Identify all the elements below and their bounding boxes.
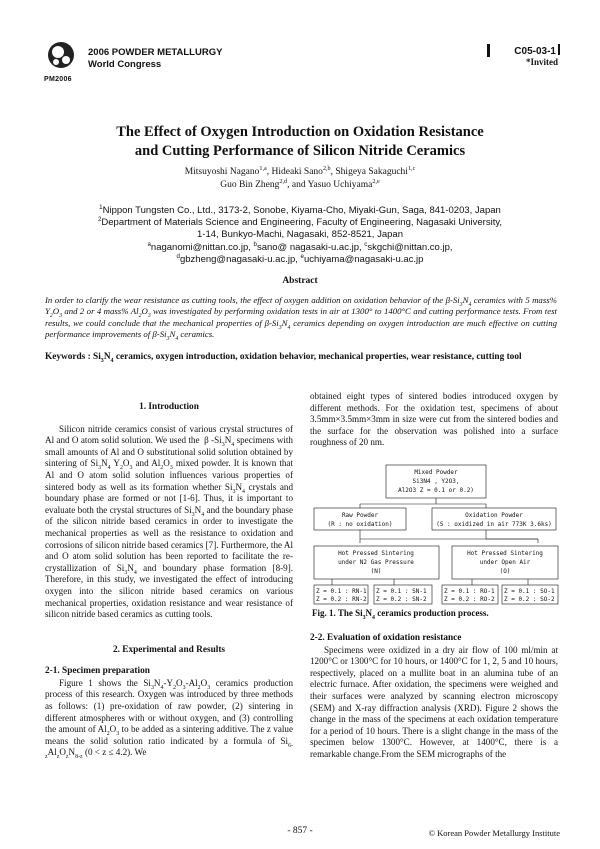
keywords-label: Keywords :	[45, 352, 91, 362]
abstract-heading: Abstract	[282, 276, 318, 286]
abstract-text: In order to clarify the wear resistance as cutting tools, the effect of oxygen addition on oxidation behavior of the $\beta-Si_3N_4$ ceramics with 5 mass% $Y_2O_3$ and 2 or 4 mass% $Al_2O_3$ was investigated by performing oxidation tests in air at 1300° to 1400°C and cutting performance tests. From test results, we could conclude that the mechanical properties of $\beta-Si_3N_4$ ceramics depending on oxygen introduction are much effective on cutting performance improvements of $\beta-Si_3N_4$ ceramics.	[45, 295, 558, 342]
affiliations: $^1$Nippon Tungsten Co., Ltd., 3173-2, Sonobe, Kiyama-Cho, Miyaki-Gun, Saga, 841-0203, Japan $^2$Department of Materials Science and Engineering, Faculty of Engineering, Nagasaki University, 1-14, Bunkyo-Machi, Nagasaki, 852-8521, Japan $^a$naganomi@nittan.co.jp, $^b$sano@ nagasaki-u.ac.jp, $^c$skgchi@nittan.co.jp, $^d$gbzheng@nagasaki-u.ac.jp, $^e$uchiyama@nagasaki-u.ac.jp	[60, 205, 540, 266]
author-emails-line2: $^d$gbzheng@nagasaki-u.ac.jp, $^e$uchiyama@nagasaki-u.ac.jp	[176, 252, 424, 265]
hp-n-line2: under N2 Gas Pressure	[338, 559, 414, 566]
raw-line1: Raw Powder	[341, 512, 379, 519]
ox-line2: (S : oxidized in air 773K 3.6ks)	[436, 521, 552, 528]
right-column-bottom	[310, 633, 558, 761]
rn2: Z = 0.2 : RN-2	[316, 596, 367, 603]
mixed-line1: Mixed Powder	[414, 469, 458, 476]
intro-heading: 1. Introduction	[139, 402, 199, 412]
title-line1: The Effect of Oxygen Introduction on Oxidation Resistance	[116, 124, 484, 140]
author-list: Mitsuyoshi Nagano$^{1,a}$, Hideaki Sano$^{2,b}$, Shigeya Sakaguchi$^{1,c}$ Guo Bin Zheng$^{2,d}$, and Yasuo Uchiyama$^{2,e}$	[184, 165, 416, 190]
oxidation-paragraph: Specimens were oxidized in a dry air flow of 100 ml/min at 1200°C or 1300°C for 10 hours, or 1400°C for 1, 2, 5 and 10 hours, respectively, placed on a mullite boat in an alumina tube of an electric furnace. After oxidation, the specimens were weighed and their surfaces were analyzed by scanning electron microscopy (SEM) and X-ray diffraction analysis (XRD). Figure 2 shows the change in the mass of the specimens at each oxidation temperature for a period of 10 hours. There is a slight change in the mass of the specimen below 1300°C. However, at 1400°C, there is a remarkable change.From the SEM micrographs of the	[310, 644, 558, 759]
paper-code	[487, 44, 562, 57]
sn1: Z = 0.1 : SN-1	[376, 588, 427, 595]
experimental-heading: 2. Experimental and Results	[112, 644, 226, 655]
paper-title	[60, 123, 540, 161]
raw-line2: (R : no oxidation)	[327, 521, 393, 528]
hp-o-line3: (O)	[499, 568, 511, 575]
page-number: - 857 -	[287, 826, 313, 836]
copyright: © Korean Powder Metallurgy Institute	[428, 828, 560, 838]
hp-o-line1: Hot Pressed Sintering	[467, 550, 543, 557]
logo-text: PM2006	[44, 76, 72, 83]
ro1: Z = 0.1 : RO-1	[444, 588, 495, 595]
author-emails-line1: $^a$naganomi@nittan.co.jp, $^b$sano@ nagasaki-u.ac.jp, $^c$skgchi@nittan.co.jp,	[147, 240, 453, 253]
invited-label: *Invited	[525, 57, 558, 67]
intro-paragraph: Silicon nitride ceramics consist of various crystal structures of Al and O atom solid solution. We used the β $-Si_3N_4$ specimens with small amounts of Al and O substitutional solid solution obtained by sintering of $Si_3N_4$ $Y_2O_3$ and $Al_2O_3$ mixed powder. It is known that Al and O atom solid solution influences various properties of sintered body as well as its formation whether $Si_3N_4$ crystals and boundary phase are formed or not [1-6]. Thus, it is important to evaluate both the crystal structures of $Si_3N_4$ and the boundary phase of the silicon nitride based ceramics in order to investigate the mechanical properties as well as the resistance to oxidation and corrosions of silicon nitride based ceramics [7]. Furthermore, the Al and O atom solid solution has been reported to facilitate the re-crystallization of $Si_3N_4$ and boundary phase formation [8-9]. Therefore, in this study, we investigated the effect of introducing oxygen into the silicon nitride based ceramics on various mechanical properties, oxidation resistance and wear resistance of silicon nitride based ceramics as cutting tools.	[45, 423, 293, 620]
conference-name	[88, 47, 222, 71]
ro2: Z = 0.2 : RO-2	[444, 596, 495, 603]
title-line2: and Cutting Performance of Silicon Nitride Ceramics	[134, 143, 466, 159]
pm2006-logo-icon	[44, 40, 78, 80]
right-column-top	[310, 391, 558, 449]
specimen-prep-paragraph: Figure 1 shows the $Si_3N_4-Y_2O_3-Al_2O_3$ ceramics production process of this research. Oxygen was introduced by three methods as follows: (1) pre-oxidation of raw powder, (2) sintering in different atmospheres with or without oxygen, and (3) controlling the amount of $Al_2O_3$ to be added as a sintering additive. The z value means the solid solution ratio indicated by a formula of $Si_{6-z}Al_zO_zN_{8-z}$ (0 < z ≤ 4.2). We	[45, 677, 294, 761]
production-process-diagram	[312, 463, 560, 606]
so1: Z = 0.1 : SO-1	[504, 588, 555, 595]
conference-line2: World Congress	[88, 59, 162, 70]
conference-line1: 2006 POWDER METALLURGY	[88, 47, 223, 58]
rn1: Z = 0.1 : RN-1	[316, 588, 367, 595]
hp-n-line3: (N)	[370, 568, 382, 575]
oxidation-heading: 2-2. Evaluation of oxidation resistance	[310, 633, 462, 643]
mixed-line2: Si3N4 , Y2O3,	[412, 478, 460, 485]
so2: Z = 0.2 : SO-2	[504, 596, 555, 603]
hp-n-line1: Hot Pressed Sintering	[338, 550, 414, 557]
specimen-paragraph-cont: obtained eight types of sintered bodies introduced oxygen by different methods. For the oxidation test, specimens of about 3.5mm×3.5mm×3mm in size were cut from the sintered bodies and the surface for the observation was polished into a surface roughness of 20 nm.	[310, 391, 558, 448]
sn2: Z = 0.2 : SN-2	[376, 596, 427, 603]
paper-code-text: C05-03-1	[514, 46, 556, 57]
keywords: Keywords : $Si_3N_4$ ceramics, oxygen introduction, oxidation behavior, mechanical properties, wear resistance, cutting tool	[45, 352, 522, 364]
figure-caption: Fig. 1. The $Si_3N_4$ ceramics production process.	[312, 608, 489, 621]
left-column	[45, 402, 293, 759]
ox-line1: Oxidation Powder	[465, 512, 523, 519]
specimen-prep-heading: 2-1. Specimen preparation	[45, 666, 150, 677]
mixed-line3: Al2O3 Z = 0.1 or 0.2)	[398, 487, 474, 494]
hp-o-line2: under Open Air	[479, 559, 531, 566]
